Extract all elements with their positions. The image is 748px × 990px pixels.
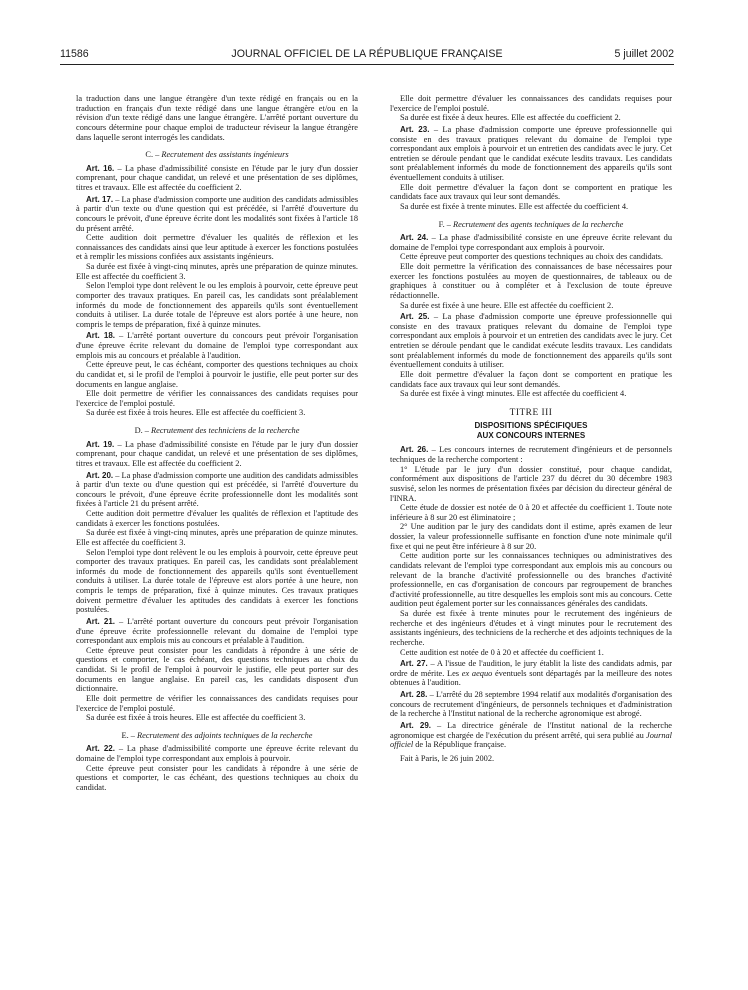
article-label: Art. 21. [86,616,116,626]
paragraph: Cette épreuve peut, le cas échéant, comporter des questions techniques au choix du candidat et, si le profil de l'emploi à pourvoir le justifie, elle peut porter sur des documents en langue anglaise. [76,360,358,389]
article-text: – La phase d'admissibilité consiste en l'étude par le jury d'un dossier comprenant, pour chaque candidat, un relevé et une présentation de ses diplômes, titres et travaux. Elle est affectée du coefficient 2. [76,163,358,192]
article-label: Art. 19. [86,439,115,449]
article-label: Art. 22. [86,744,115,754]
paragraph: Cette épreuve peut consister pour les candidats à répondre à une série de questions et comporter, le cas échéant, des questions techniques au choix du candidat. [76,763,358,792]
paragraph: Elle doit permettre d'évaluer les connaissances des candidats requises pour l'exercice de l'emploi postulé. [390,94,672,113]
article-28 [390,690,672,719]
article-italic: ex aequo [461,668,493,678]
article-21 [76,617,358,646]
article-label: Art. 18. [86,331,116,341]
right-column [390,94,672,974]
article-text: éventuels sont départagés par la meilleure des notes obtenues à l'audition. [390,668,672,688]
article-italic: Journal officiel [390,730,672,750]
section-heading-e [76,731,358,741]
article-label: Art. 20. [86,470,114,480]
section-title: Recrutement des assistants ingénieurs [161,150,289,160]
article-text: de la République française. [413,740,507,750]
paragraph: Elle doit permettre d'évaluer la façon dont se comportent en pratique les candidats face aux travaux qui leur sont demandés. [390,369,672,389]
section-heading-d [76,426,358,436]
paragraph: Sa durée est fixée à trente minutes. Elle est affectée du coefficient 4. [400,201,629,211]
paragraph: Sa durée est fixée à trois heures. Elle est affectée du coefficient 3. [86,408,306,418]
article-label: Art. 26. [400,445,429,455]
subheading-line: DISPOSITIONS SPÉCIFIQUES [474,421,588,431]
paragraph: Selon l'emploi type dont relèvent le ou les emplois à pourvoir, cette épreuve peut comporter des travaux pratiques. En pareil cas, les candidats sont préalablement informés du mode de fonctionnement des appareils qu'ils sont éventuellement conduits à utiliser. La durée totale de l'épreuve est alors portée à une heure, non compris le temps de préparation, fixé à quinze minutes. Ces travaux pratiques doivent permettre d'évaluer les aptitudes des candidats à exercer les fonctions postulées. [76,547,358,615]
title-heading: TITRE III [509,407,553,418]
paragraph: la traduction dans une langue étrangère d'un texte rédigé en français ou en la traduction en français d'un texte rédigé dans une langue étrangère et/ou en la révision d'un texte rédigé dans une langue étrangère. L'arrêté portant ouverture du concours détermine pour chaque emploi de traducteur réviseur la langue étrangère dans laquelle seront interrogés les candidats. [76,94,358,142]
article-text: – L'arrêté portant ouverture du concours peut prévoir l'organisation d'une épreuve écrite professionnelle relevant du domaine de l'emploi type correspondant aux emplois mis au concours et préalable à l'audition. [76,616,358,646]
section-label: D. – [134,426,152,435]
article-text: – La phase d'admission comporte une épreuve professionnelle qui consiste en des travaux pratiques relevant du domaine de l'emploi type correspondant aux emplois à pourvoir et un entretien des candidats avec le jury. Cet entretien se déroule pendant que le candidat exécute lesdits travaux. Les candidats sont préalablement informés du mode de fonctionnement des appareils qu'ils sont éventuellement conduits à utiliser. [390,312,672,370]
section-title: Recrutement des agents techniques de la recherche [453,219,624,229]
paragraph: Elle doit permettre de vérifier les connaissances des candidats requises pour l'exercice de l'emploi postulé. [76,389,358,408]
article-text: – La phase d'admission comporte une audition des candidats admissibles à partir d'un texte ou d'une question qui est précédée, si l'arrêté d'ouverture du concours le prévoit, d'une épreuve écrite dont les modalités sont fixées à l'article 18 du présent arrêté. [76,194,358,233]
subheading-line: AUX CONCOURS INTERNES [476,431,586,441]
article-20 [76,471,358,510]
article-16 [76,164,358,193]
article-label: Art. 17. [86,194,114,204]
paragraph: Sa durée est fixée à une heure. Elle est affectée du coefficient 2. [400,300,614,310]
section-label: C. – [145,150,162,160]
paragraph: Cette audition porte sur les connaissances techniques ou administratives des candidats relevant de l'emploi type correspondant aux emplois mis au concours ou relevant de la branche d'activité professionnelle ou des branches d'activité professionnelle, en cas d'organisation de concours par regroupement de branches d'activité professionnelle, au titre desquelles les emplois sont mis au concours. Cette audition peut également porter sur les connaissances générales des candidats. [390,551,672,609]
article-18 [76,331,358,360]
paragraph: 1° L'étude par le jury d'un dossier constitué, pour chaque candidat, conformément aux dispositions de l'article 237 du décret du 30 décembre 1983 susvisé, selon les normes de présentation fixées par décision du directeur général de l'INRA. [390,464,672,503]
article-text: – L'arrêté du 28 septembre 1994 relatif aux modalités d'organisation des concours de recrutement d'ingénieurs, de personnels techniques et d'administration de la recherche à l'Institut national de la recherche agronomique est abrogé. [390,690,672,719]
paragraph: Elle doit permettre de vérifier les connaissances des candidats requises pour l'exercice de l'emploi postulé. [76,693,358,713]
paragraph: Sa durée est fixée à trois heures. Elle est affectée du coefficient 3. [86,713,306,723]
article-text: – La phase d'admission comporte une épreuve professionnelle qui consiste en des travaux pratiques relevant du domaine de l'emploi type correspondant aux emplois à pourvoir et un entretien des candidats avec le jury. Cet entretien se déroule pendant que le candidat exécute lesdits travaux. Les candidats sont préalablement informés du mode de fonctionnement des appareils qu'ils sont éventuellement conduits à utiliser. [390,124,672,182]
paragraph: Cette audition est notée de 0 à 20 et affectée du coefficient 1. [400,647,604,657]
paragraph: Cette épreuve peut consister pour les candidats à répondre à une série de questions et comporter, le cas échéant, des questions techniques au choix du candidat. Si le profil de l'emploi à pourvoir le justifie, elle peut porter sur des documents en langue anglaise. En pareil cas, les candidats disposent d'un dictionnaire. [76,645,358,694]
left-column [76,94,358,974]
paragraph: Sa durée est fixée à vingt-cinq minutes, après une préparation de quinze minutes. Elle est affectée du coefficient 3. [76,528,358,547]
article-23 [390,125,672,183]
paragraph: Cette audition doit permettre d'évaluer les qualités de réflexion et les connaissances des candidats ainsi que leur aptitude à exercer les fonctions postulées et à remplir les missions confiées aux assistants ingénieurs. [76,233,358,262]
article-label: Art. 29. [400,720,432,730]
title-subheading [390,421,672,441]
article-17 [76,195,358,234]
section-title: Recrutement des adjoints techniques de la recherche [137,730,313,740]
paragraph: Sa durée est fixée à vingt minutes. Elle est affectée du coefficient 4. [400,389,627,399]
section-label: F. – [438,219,454,229]
article-27 [390,659,672,688]
issue-date: 5 juillet 2002 [614,48,674,60]
header-rule [60,64,674,65]
paragraph: Elle doit permettre d'évaluer la façon dont se comportent en pratique les candidats face aux travaux qui leur sont demandés. [390,182,672,202]
journal-title: JOURNAL OFFICIEL DE LA RÉPUBLIQUE FRANÇAISE [231,48,503,60]
paragraph: Sa durée est fixée à deux heures. Elle est affectée du coefficient 2. [400,113,621,123]
article-text: – La phase d'admissibilité consiste en une épreuve écrite relevant du domaine de l'emploi type correspondant aux emplois à pourvoir. [390,233,672,252]
section-label: E. – [121,730,138,740]
paragraph: Sa durée est fixée à vingt-cinq minutes, après une préparation de quinze minutes. Elle est affectée du coefficient 3. [76,262,358,281]
article-label: Art. 25. [400,312,430,322]
paragraph: Cette épreuve peut comporter des questions techniques au choix des candidats. [400,252,663,262]
paragraph: Selon l'emploi type dont relèvent le ou les emplois à pourvoir, cette épreuve peut comporter des travaux pratiques. En pareil cas, les candidats sont préalablement informés du mode de fonctionnement des appareils qu'ils sont éventuellement conduits à utiliser. La durée totale de l'épreuve est alors portée à une heure, non compris le temps de préparation, fixé à quinze minutes. [76,281,358,329]
article-text: – Les concours internes de recrutement d'ingénieurs et de personnels techniques de la recherche comportent : [390,445,672,464]
section-heading-c [76,150,358,160]
article-text: – La phase d'admissibilité comporte une épreuve écrite relevant du domaine de l'emploi type correspondant aux emplois à pourvoir. [76,744,358,763]
article-22 [76,744,358,763]
article-label: Art. 24. [400,233,429,243]
article-text: – A l'issue de l'audition, le jury établit la liste des candidats admis, par ordre de mérite. Les [390,659,672,678]
article-24 [390,233,672,252]
article-26 [390,445,672,464]
paragraph: 2° Une audition par le jury des candidats dont il estime, après examen de leur dossier, la valeur professionnelle suffisante en fonction d'une note minimale qu'il fixe et qui ne peut être inférieure à 8 sur 20. [390,522,672,551]
paragraph: Cette audition doit permettre d'évaluer les qualités de réflexion et l'aptitude des candidats à exercer les fonctions postulées. [76,509,358,528]
article-25 [390,312,672,370]
section-title: Recrutement des techniciens de la recherche [151,426,300,435]
article-text: – La phase d'admissibilité consiste en l'étude par le jury d'un dossier comprenant, pour chaque candidat, un relevé et une présentation de ses diplômes, titres et travaux. Elle est affectée du coefficient 2. [76,439,358,468]
page-number: 11586 [60,48,89,60]
paragraph: Elle doit permettre la vérification des connaissances de base nécessaires pour exercer les fonctions postulées au moyen de questionnaires, de tableaux ou de graphiques à constituer ou à compléter et à l'exclusion de toute épreuve rédactionnelle. [390,262,672,300]
article-label: Art. 16. [86,163,115,173]
paragraph: Cette étude de dossier est notée de 0 à 20 et affectée du coefficient 1. Toute note inférieure à 8 sur 20 est éliminatoire ; [390,503,672,522]
paragraph: Sa durée est fixée à trente minutes pour le recrutement des ingénieurs de recherche et des ingénieurs d'études et à vingt minutes pour le recrutement des assistants ingénieurs, des techniciens de la recherche et des adjoints techniques de la recherche. [390,609,672,647]
article-text: – La phase d'admission comporte une audition des candidats admissibles à partir d'un texte ou d'une question qui est précédée, si l'arrêté d'ouverture du concours le prévoit, d'une épreuve écrite professionnelle dont les modalités sont fixées à l'article 21 du présent arrêté. [76,470,358,509]
signature-place-date: Fait à Paris, le 26 juin 2002. [400,753,495,763]
article-29 [390,721,672,750]
article-label: Art. 28. [400,690,428,699]
page-header [60,48,674,62]
article-19 [76,440,358,469]
section-heading-f [390,220,672,230]
article-text: – L'arrêté portant ouverture du concours peut prévoir l'organisation d'une épreuve écrite relevant du domaine de l'emploi type correspondant aux emplois mis au concours et préalable à l'audition. [76,331,358,360]
article-label: Art. 23. [400,124,430,134]
article-text: – La directrice générale de l'Institut national de la recherche agronomique est chargée de l'exécution du présent arrêté, qui sera publié au [390,720,672,740]
article-label: Art. 27. [400,659,428,669]
